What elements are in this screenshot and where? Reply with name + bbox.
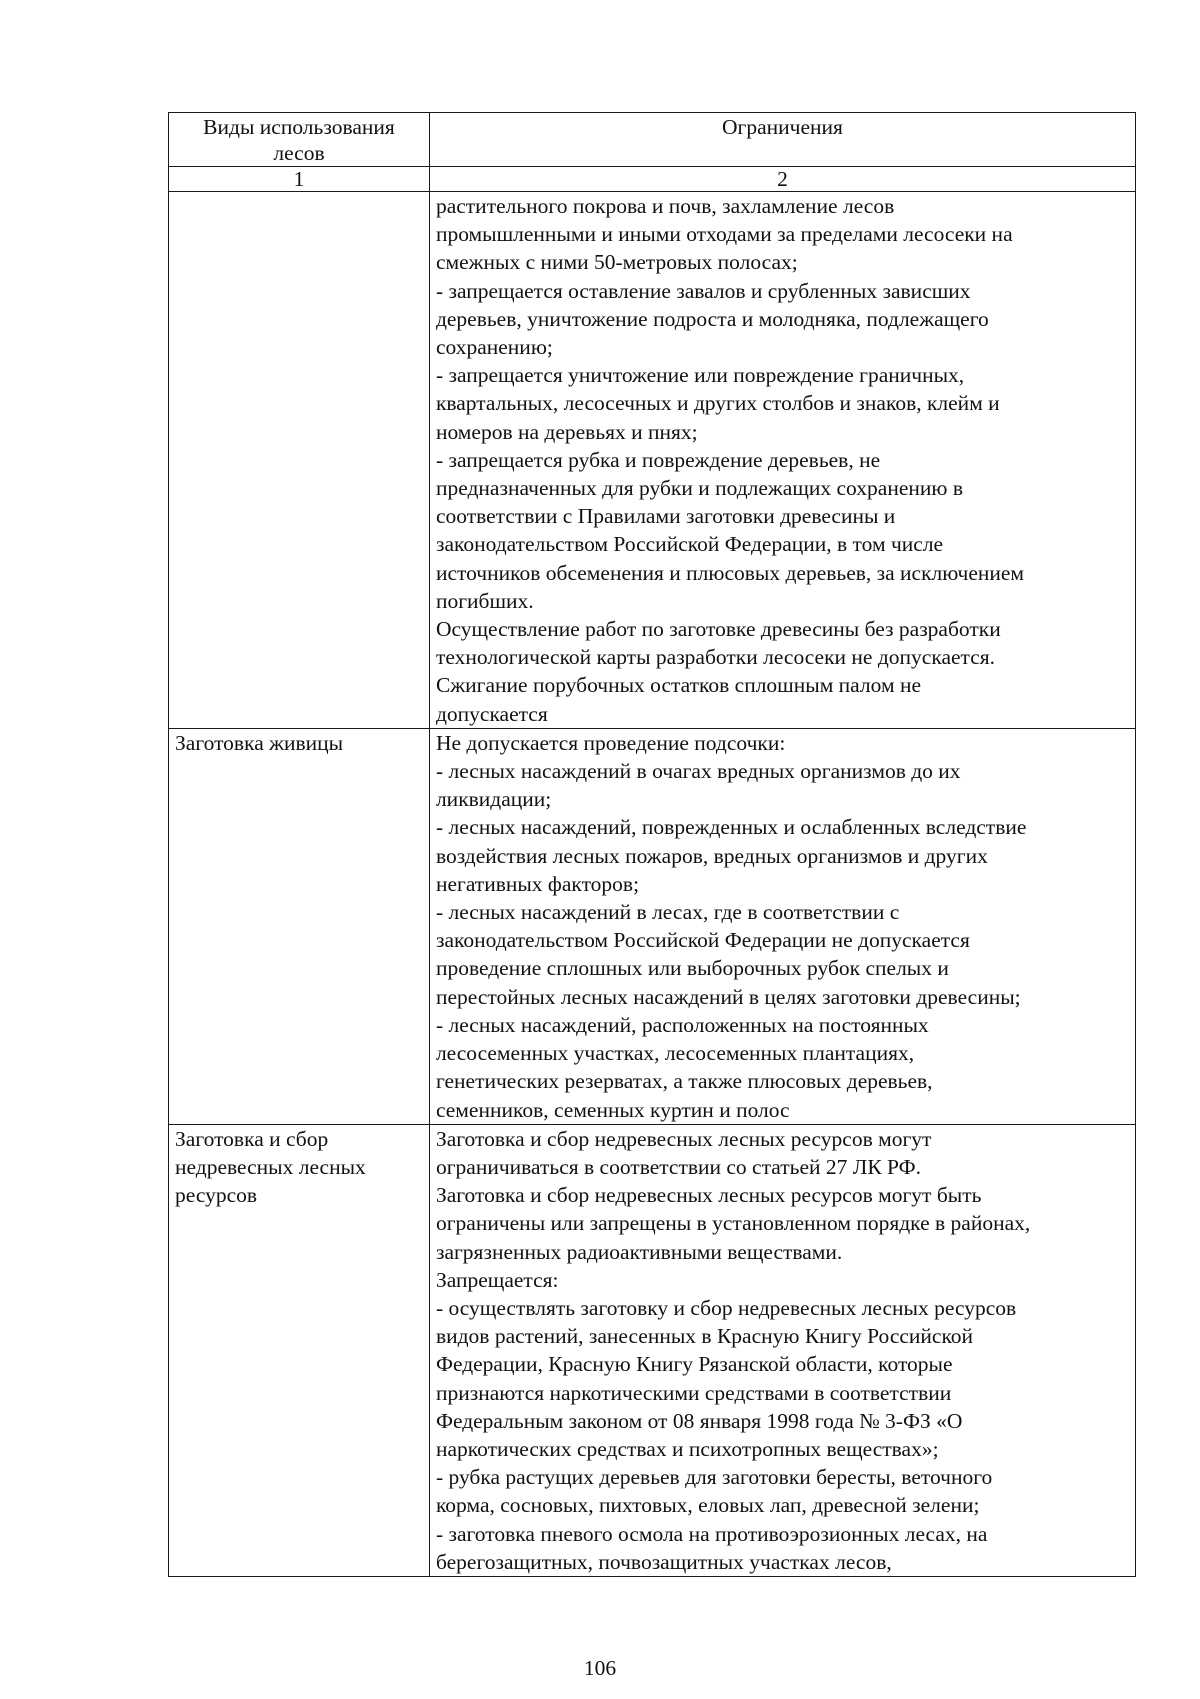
- restriction-line: соответствии с Правилами заготовки древесины и: [435, 504, 896, 529]
- column-number-1: 1: [169, 167, 430, 192]
- restriction-line: Заготовка и сбор недревесных лесных ресурсов могут быть: [435, 1183, 982, 1208]
- column-number-2: 2: [429, 167, 1135, 192]
- restriction-line: - осуществлять заготовку и сбор недревесных лесных ресурсов: [435, 1295, 1017, 1320]
- restriction-line: корма, сосновых, пихтовых, еловых лап, древесной зелени;: [435, 1493, 980, 1518]
- restriction-line: Федерации, Красную Книгу Рязанской области, которые: [435, 1352, 953, 1377]
- restrictions-cell: [429, 1124, 1135, 1576]
- table-row: [169, 728, 1136, 1124]
- restriction-line: сохранению;: [435, 335, 553, 360]
- restriction-line: предназначенных для рубки и подлежащих сохранению в: [435, 476, 963, 501]
- restriction-line: признаются наркотическими средствами в соответствии: [435, 1380, 952, 1405]
- restriction-line: - заготовка пневого осмола на противоэрозионных лесах, на: [435, 1521, 988, 1546]
- restriction-line: - запрещается уничтожение или повреждение граничных,: [435, 363, 965, 388]
- restriction-line: - запрещается оставление завалов и срубленных зависших: [435, 278, 971, 303]
- restriction-line: Сжигание порубочных остатков сплошным палом не: [435, 673, 922, 698]
- table-body: [169, 192, 1136, 1577]
- page-number: 106: [583, 1656, 617, 1680]
- restriction-line: Не допускается проведение подсочки:: [435, 730, 786, 755]
- restriction-line: источников обсеменения и плюсовых деревьев, за исключением: [435, 560, 1025, 585]
- restriction-line: воздействия лесных пожаров, вредных организмов и других: [435, 843, 988, 868]
- restriction-line: Осуществление работ по заготовке древесины без разработки: [435, 617, 1001, 642]
- restriction-line: лесосеменных участках, лесосеменных плантациях,: [435, 1041, 915, 1066]
- restriction-line: допускается: [435, 701, 548, 726]
- restriction-line: деревьев, уничтожение подроста и молодняка, подлежащего: [435, 306, 989, 331]
- restriction-line: промышленными и иными отходами за пределами лесосеки на: [435, 222, 1013, 247]
- restriction-line: Заготовка и сбор недревесных лесных ресурсов могут: [435, 1126, 932, 1151]
- restriction-line: законодательством Российской Федерации не допускается: [435, 928, 970, 953]
- restriction-line: наркотических средствах и психотропных веществах»;: [435, 1436, 939, 1461]
- header-forest-use-types: Виды использования лесов: [169, 113, 430, 167]
- restriction-line: видов растений, занесенных в Красную Книгу Российской: [435, 1324, 974, 1349]
- restriction-line: технологической карты разработки лесосеки не допускается.: [435, 645, 995, 670]
- restriction-line: генетических резерватах, а также плюсовых деревьев,: [435, 1069, 933, 1094]
- forest-use-type-cell: [169, 192, 430, 729]
- table-row: [169, 192, 1136, 729]
- restriction-line: - запрещается рубка и повреждение деревьев, не: [435, 447, 881, 472]
- header-row: [169, 113, 1136, 167]
- restriction-line: семенников, семенных куртин и полос: [435, 1097, 790, 1122]
- forest-use-type-cell: Заготовка живицы: [169, 728, 430, 1124]
- restrictions-table: [168, 112, 1136, 1577]
- restriction-line: ограничиваться в соответствии со статьей 27 ЛК РФ.: [435, 1154, 921, 1179]
- restriction-line: ликвидации;: [435, 787, 552, 812]
- restriction-line: Федеральным законом от 08 января 1998 года № 3-ФЗ «О: [435, 1408, 963, 1433]
- restriction-line: квартальных, лесосечных и других столбов и знаков, клейм и: [435, 391, 1000, 416]
- restriction-line: погибших.: [435, 588, 534, 613]
- restriction-line: номеров на деревьях и пнях;: [435, 419, 698, 444]
- restrictions-cell: [429, 192, 1135, 729]
- restriction-line: ограничены или запрещены в установленном порядке в районах,: [435, 1211, 1031, 1236]
- restriction-line: загрязненных радиоактивными веществами.: [435, 1239, 843, 1264]
- restriction-line: Запрещается:: [435, 1267, 559, 1292]
- restriction-line: - лесных насаждений в очагах вредных организмов до их: [435, 759, 961, 784]
- header-restrictions: Ограничения: [429, 113, 1135, 167]
- restriction-line: негативных факторов;: [435, 871, 640, 896]
- forest-use-type-cell: Заготовка и сбор недревесных лесных ресурсов: [169, 1124, 430, 1576]
- restriction-line: проведение сплошных или выборочных рубок спелых и: [435, 956, 949, 981]
- restrictions-cell: [429, 728, 1135, 1124]
- restriction-line: - лесных насаждений, поврежденных и ослабленных вследствие: [435, 815, 1027, 840]
- restriction-line: перестойных лесных насаждений в целях заготовки древесины;: [435, 984, 1021, 1009]
- restriction-line: законодательством Российской Федерации, в том числе: [435, 532, 944, 557]
- restriction-line: растительного покрова и почв, захламление лесов: [435, 194, 895, 218]
- restriction-line: - лесных насаждений, расположенных на постоянных: [435, 1012, 929, 1037]
- restriction-line: берегозащитных, почвозащитных участках лесов,: [435, 1549, 892, 1574]
- restriction-line: смежных с ними 50-метровых полосах;: [435, 250, 798, 275]
- table-row: [169, 1124, 1136, 1576]
- column-number-row: [169, 167, 1136, 192]
- restriction-line: - рубка растущих деревьев для заготовки бересты, веточного: [435, 1465, 993, 1490]
- restriction-line: - лесных насаждений в лесах, где в соответствии с: [435, 900, 900, 925]
